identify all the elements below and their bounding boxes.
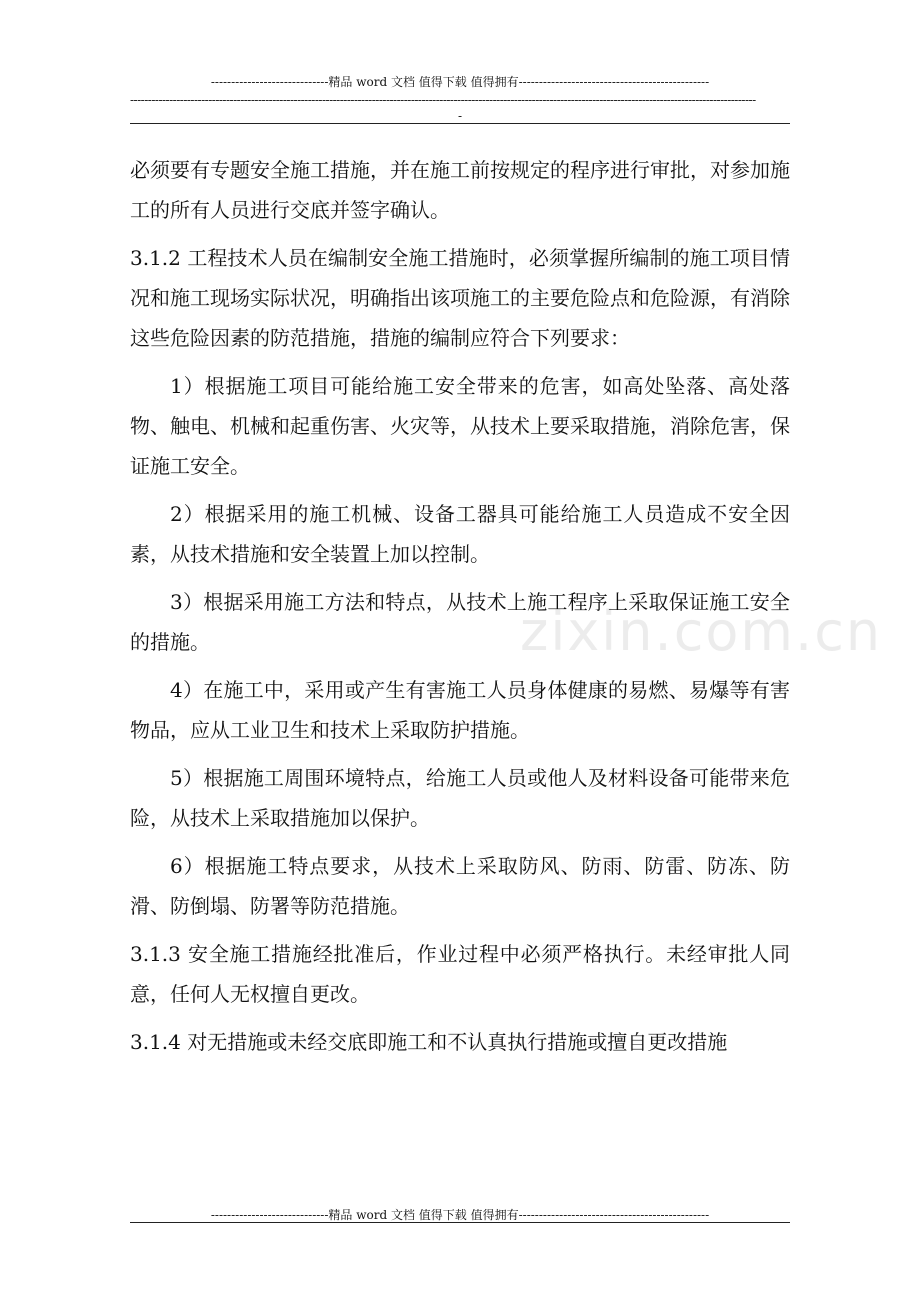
watermark: zixin.com.cn [520, 600, 883, 663]
document-body [130, 150, 790, 1070]
header-dash-line: -------------------------------------------------------------------------------------------------------------------------------------------------------------------------------- [130, 93, 756, 107]
paragraph: 3.1.4 对无措施或未经交底即施工和不认真执行措施或擅自更改措施 [130, 1030, 728, 1054]
header-rule [130, 123, 790, 124]
footer-rule [130, 1222, 790, 1223]
list-item: 4）在施工中，采用或产生有害施工人员身体健康的易燃、易爆等有害物品，应从工业卫生和技术上采取防护措施。 [130, 678, 790, 742]
list-item: 1）根据施工项目可能给施工安全带来的危害，如高处坠落、高处落物、触电、机械和起重伤害、火灾等，从技术上要采取措施，消除危害，保证施工安全。 [130, 374, 790, 478]
footer-banner: -----------------------------精品 word 文档 值得下载 值得拥有----------------------------------------------- [210, 1208, 710, 1222]
paragraph: 3.1.2 工程技术人员在编制安全施工措施时，必须掌握所编制的施工项目情况和施工现场实际状况，明确指出该项施工的主要危险点和危险源，有消除这些危险因素的防范措施，措施的编制应符合下列要求： [130, 246, 790, 350]
header-banner: -----------------------------精品 word 文档 值得下载 值得拥有----------------------------------------------- [210, 75, 710, 89]
list-item: 3）根据采用施工方法和特点，从技术上施工程序上采取保证施工安全的措施。 [130, 590, 790, 654]
list-item: 2）根据采用的施工机械、设备工器具可能给施工人员造成不安全因素，从技术措施和安全装置上加以控制。 [130, 502, 790, 566]
header-dash-tail: - [457, 109, 463, 123]
list-item: 6）根据施工特点要求，从技术上采取防风、防雨、防雷、防冻、防滑、防倒塌、防署等防范措施。 [130, 854, 790, 918]
list-item: 5）根据施工周围环境特点，给施工人员或他人及材料设备可能带来危险，从技术上采取措施加以保护。 [130, 766, 790, 830]
paragraph: 必须要有专题安全施工措施，并在施工前按规定的程序进行审批，对参加施工的所有人员进行交底并签字确认。 [130, 158, 790, 222]
paragraph: 3.1.3 安全施工措施经批准后，作业过程中必须严格执行。未经审批人同意，任何人无权擅自更改。 [130, 942, 790, 1006]
